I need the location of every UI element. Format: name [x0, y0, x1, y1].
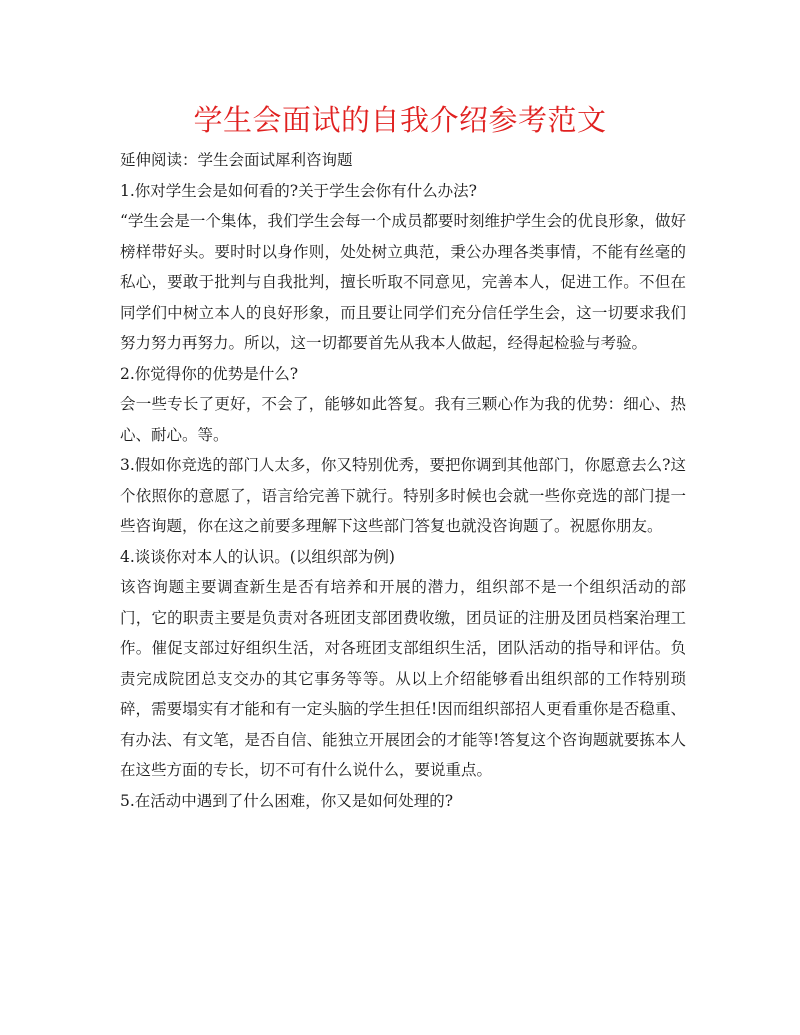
paragraph-answer-1: “学生会是一个集体，我们学生会每一个成员都要时刻维护学生会的优良形象，做好榜样带好头。要时时以身作则，处处树立典范，秉公办理各类事情，不能有丝毫的私心，要敢于批判与自我批判，擅长听取不同意见，完善本人，促进工作。不但在同学们中树立本人的良好形象，而且要让同学们充分信任学生会，这一切要求我们努力努力再努力。所以，这一切都要首先从我本人做起，经得起检验与考验。 [120, 212, 686, 352]
document-body [120, 145, 686, 816]
paragraph-question-5: 5.在活动中遇到了什么困难，你又是如何处理的? [120, 791, 454, 810]
paragraph-question-1: 1.你对学生会是如何看的?关于学生会你有什么办法? [120, 181, 477, 200]
paragraph-question-4: 4.谈谈你对本人的认识。(以组织部为例) [120, 547, 395, 566]
paragraph-answer-4: 该咨询题主要调查新生是否有培养和开展的潜力，组织部不是一个组织活动的部门，它的职责主要是负责对各班团支部团费收缴，团员证的注册及团员档案治理工作。催促支部过好组织生活，对各班团支部组织生活，团队活动的指导和评估。负责完成院团总支交办的其它事务等等。从以上介绍能够看出组织部的工作特别琐碎，需要塌实有才能和有一定头脑的学生担任!因而组织部招人更看重你是否稳重、有办法、有文笔，是否自信、能独立开展团会的才能等!答复这个咨询题就要拣本人在这些方面的专长，切不可有什么说什么，要说重点。 [120, 578, 686, 779]
paragraph-extended-reading: 延伸阅读：学生会面试犀利咨询题 [120, 151, 353, 169]
paragraph-question-3: 3.假如你竞选的部门人太多，你又特别优秀，要把你调到其他部门，你愿意去么?这个依照你的意愿了，语言给完善下就行。特别多时候也会就一些你竞选的部门提一些咨询题，你在这之前要多理解下这些部门答复也就没咨询题了。祝愿你朋友。 [120, 456, 686, 535]
paragraph-answer-2: 会一些专长了更好，不会了，能够如此答复。我有三颗心作为我的优势：细心、热心、耐心。等。 [120, 395, 686, 444]
paragraph-question-2: 2.你觉得你的优势是什么? [120, 364, 299, 383]
document-title: 学生会面试的自我介绍参考范文 [193, 103, 607, 137]
